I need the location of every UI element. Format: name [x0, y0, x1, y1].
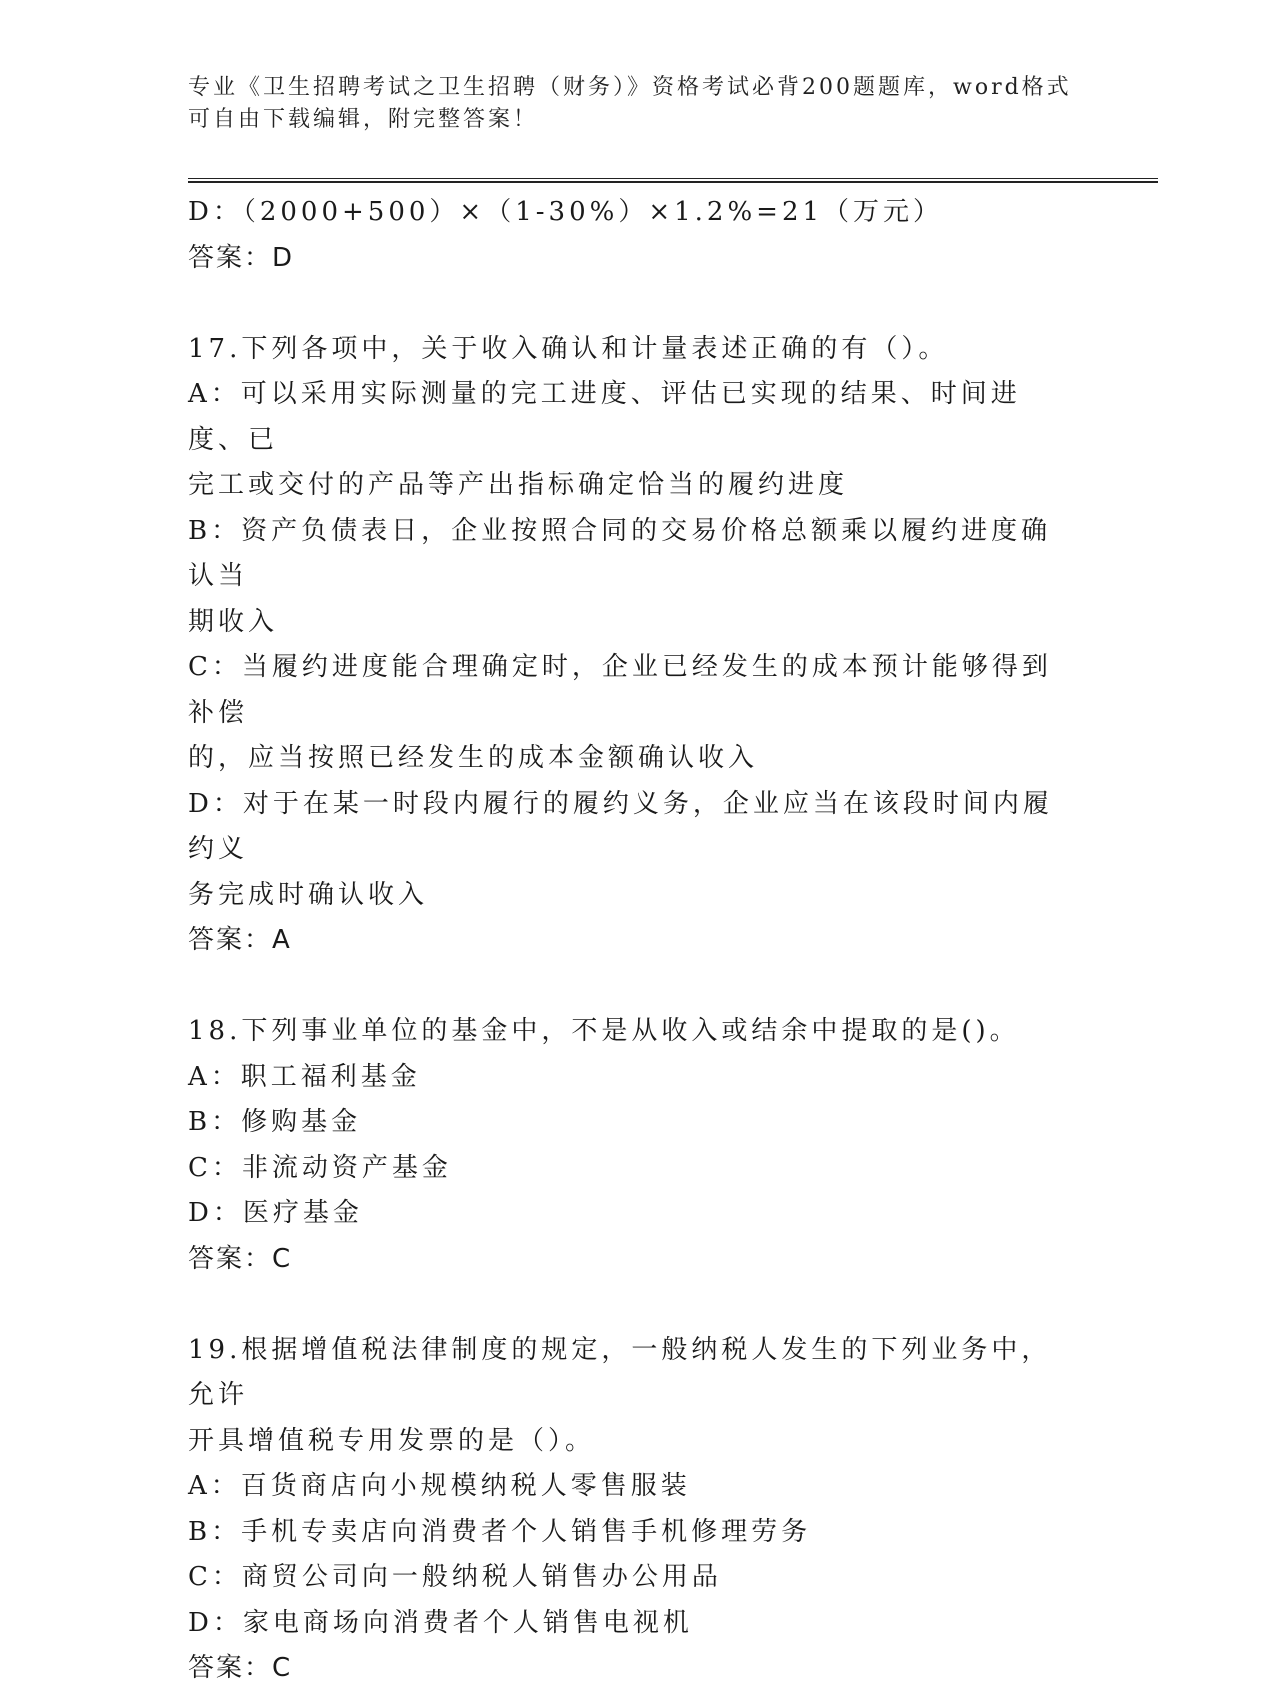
- option-c: C：商贸公司向一般纳税人销售办公用品: [188, 1562, 722, 1592]
- option-b-continued: 期收入: [188, 606, 279, 637]
- option-b: B：资产负债表日，企业按照合同的交易价格总额乘以履约进度确认当: [188, 515, 1052, 591]
- option-b: B：手机专卖店向消费者个人销售手机修理劳务: [188, 1516, 812, 1547]
- question-18: [188, 1009, 1078, 1282]
- header-divider: [188, 178, 1158, 183]
- spacer: [188, 964, 1078, 1010]
- question-text: 17.下列各项中，关于收入确认和计量表述正确的有（）。: [188, 333, 949, 364]
- question-text: 19.根据增值税法律制度的规定，一般纳税人发生的下列业务中，允许: [188, 1334, 1052, 1410]
- answer-line: 答案：C: [188, 1653, 293, 1683]
- answer-line: 答案：C: [188, 1243, 293, 1274]
- header-title-line-1: 专业《卫生招聘考试之卫生招聘（财务）》资格考试必背200题题库，word格式: [188, 75, 1072, 100]
- option-d: D：医疗基金: [188, 1198, 363, 1228]
- spacer: [188, 1282, 1078, 1328]
- option-b: B：修购基金: [188, 1107, 362, 1137]
- document-body: [188, 190, 1078, 1692]
- option-d: D：家电商场向消费者个人销售电视机: [188, 1607, 693, 1638]
- header-title-line-2: 可自由下载编辑，附完整答案！: [188, 107, 539, 132]
- question-19: [188, 1328, 1078, 1692]
- option-d: D：（2000+500）×（1-30%）×1.2%=21（万元）: [188, 197, 944, 227]
- option-a-continued: 完工或交付的产品等产出指标确定恰当的履约进度: [188, 470, 849, 500]
- option-c-continued: 的，应当按照已经发生的成本金额确认收入: [188, 743, 759, 773]
- question-text: 18.下列事业单位的基金中，不是从收入或结余中提取的是()。: [188, 1016, 1020, 1046]
- option-d-continued: 务完成时确认收入: [188, 879, 429, 910]
- answer-line: 答案：D: [188, 242, 295, 273]
- question-16-tail: [188, 190, 1078, 281]
- option-a: A：可以采用实际测量的完工进度、评估已实现的结果、时间进度、已: [188, 379, 1021, 455]
- option-a: A：职工福利基金: [188, 1061, 421, 1092]
- question-text-continued: 开具增值税专用发票的是（）。: [188, 1425, 596, 1456]
- option-c: C：当履约进度能合理确定时，企业已经发生的成本预计能够得到补偿: [188, 652, 1052, 728]
- spacer: [188, 281, 1078, 327]
- question-17: [188, 327, 1078, 964]
- option-d: D：对于在某一时段内履行的履约义务，企业应当在该段时间内履约义: [188, 788, 1053, 864]
- answer-line: 答案：A: [188, 925, 292, 955]
- document-header: [188, 72, 1088, 136]
- option-c: C：非流动资产基金: [188, 1152, 452, 1183]
- option-a: A：百货商店向小规模纳税人零售服装: [188, 1471, 691, 1501]
